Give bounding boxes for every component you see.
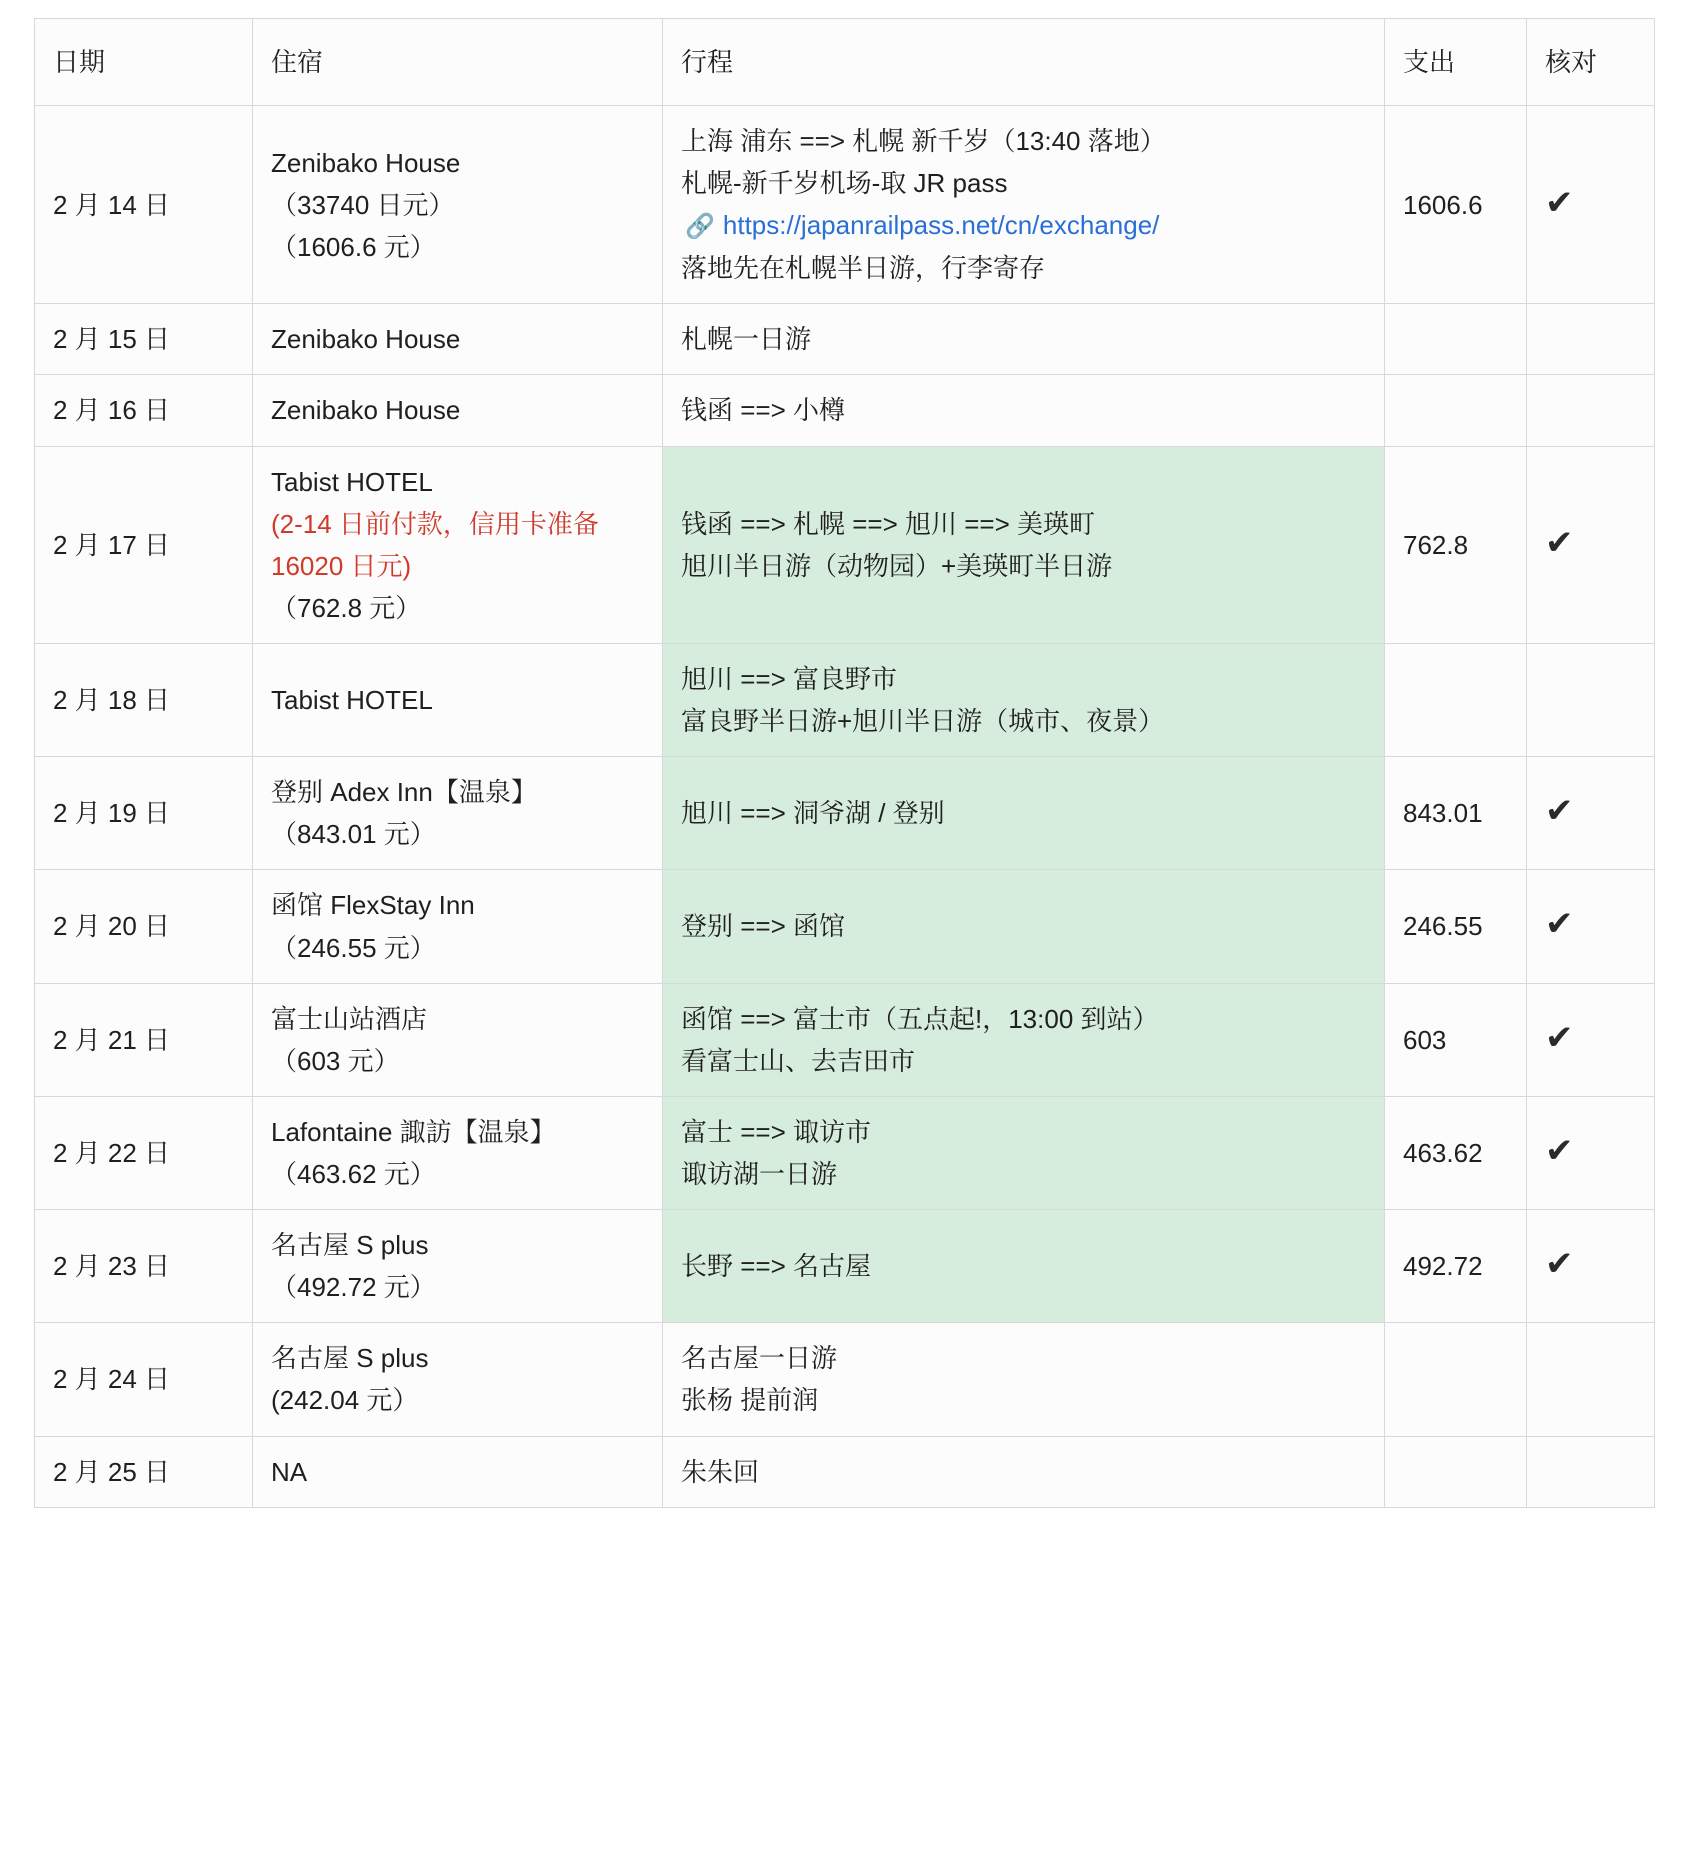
itinerary-line: 札幌-新千岁机场-取 JR pass [681,168,1008,199]
itinerary-line: 钱函 ==> 札幌 ==> 旭川 ==> 美瑛町 [681,508,1095,539]
cell-date: 2 月 21 日 [35,983,253,1096]
check-icon: ✔ [1545,522,1574,563]
accommodation-line: 名古屋 S plus [271,1343,429,1374]
cell-verified [1527,1096,1655,1209]
cell-accommodation [253,1323,663,1436]
table-body [35,106,1655,1508]
table-row [35,304,1655,375]
itinerary-line: 张杨 提前润 [681,1385,819,1416]
check-icon: ✔ [1545,791,1574,832]
itinerary-line: 旭川 ==> 富良野市 [681,663,897,694]
cell-itinerary [663,106,1385,304]
itinerary-line: 旭川 ==> 洞爷湖 / 登别 [681,798,945,829]
cell-date: 2 月 16 日 [35,375,253,446]
cell-itinerary [663,1436,1385,1507]
table-row [35,1436,1655,1507]
itinerary-line: 名古屋一日游 [681,1343,838,1374]
accommodation-line: （843.01 元） [271,819,436,850]
cell-date: 2 月 14 日 [35,106,253,304]
table-row [35,870,1655,983]
column-header-verified: 核对 [1527,19,1655,106]
itinerary-line: 登别 ==> 函馆 [681,911,845,942]
check-icon: ✔ [1545,904,1574,945]
cell-accommodation [253,1210,663,1323]
cell-accommodation [253,1436,663,1507]
itinerary-line: 诹访湖一日游 [681,1158,838,1189]
itinerary-line: 札幌一日游 [681,324,812,355]
cell-expense [1385,643,1527,756]
cell-itinerary [663,375,1385,446]
cell-date: 2 月 22 日 [35,1096,253,1209]
header-row [35,19,1655,106]
accommodation-line: （762.8 元） [271,592,422,623]
accommodation-line: Zenibako House [271,324,461,355]
cell-verified [1527,1210,1655,1323]
cell-expense [1385,1436,1527,1507]
accommodation-line: 函馆 FlexStay Inn [271,890,475,921]
check-icon: ✔ [1545,182,1574,223]
cell-accommodation [253,446,663,643]
accommodation-line: 富士山站酒店 [271,1003,428,1034]
cell-date: 2 月 24 日 [35,1323,253,1436]
cell-itinerary [663,1096,1385,1209]
cell-verified [1527,446,1655,643]
itinerary-line: 长野 ==> 名古屋 [681,1251,871,1282]
table-row [35,643,1655,756]
cell-itinerary [663,1210,1385,1323]
cell-expense [1385,304,1527,375]
cell-accommodation [253,643,663,756]
cell-expense: 463.62 [1385,1096,1527,1209]
accommodation-line: （246.55 元） [271,932,436,963]
cell-expense [1385,1323,1527,1436]
cell-expense [1385,375,1527,446]
cell-verified [1527,304,1655,375]
table-row [35,106,1655,304]
accommodation-line: （603 元） [271,1045,400,1076]
itinerary-line: 函馆 ==> 富士市（五点起!，13:00 到站） [681,1003,1159,1034]
accommodation-line: (242.04 元） [271,1385,419,1416]
accommodation-line: Zenibako House [271,395,461,426]
jr-pass-exchange-link[interactable]: https://japanrailpass.net/cn/exchange/ [722,210,1160,241]
check-icon: ✔ [1545,1244,1574,1285]
itinerary-line: 上海 浦东 ==> 札幌 新千岁（13:40 落地） [681,126,1166,157]
table-row [35,375,1655,446]
itinerary-line: 看富士山、去吉田市 [681,1045,916,1076]
cell-date: 2 月 17 日 [35,446,253,643]
itinerary-link-row [681,204,1366,247]
accommodation-line: （463.62 元） [271,1158,436,1189]
cell-date: 2 月 19 日 [35,757,253,870]
cell-accommodation [253,983,663,1096]
column-header-accommodation: 住宿 [253,19,663,106]
cell-verified [1527,870,1655,983]
accommodation-line: （492.72 元） [271,1272,436,1303]
cell-accommodation [253,870,663,983]
table-row [35,1323,1655,1436]
table-row [35,757,1655,870]
itinerary-line: 富良野半日游+旭川半日游（城市、夜景） [681,706,1165,737]
accommodation-line: 名古屋 S plus [271,1230,429,1261]
cell-verified [1527,375,1655,446]
table-row [35,1096,1655,1209]
cell-expense: 762.8 [1385,446,1527,643]
table-header [35,19,1655,106]
accommodation-line: NA [271,1456,308,1487]
cell-accommodation [253,757,663,870]
cell-itinerary [663,643,1385,756]
cell-verified [1527,1323,1655,1436]
itinerary-table [34,18,1655,1508]
cell-verified [1527,1436,1655,1507]
cell-expense: 492.72 [1385,1210,1527,1323]
cell-verified [1527,106,1655,304]
cell-accommodation [253,375,663,446]
cell-itinerary [663,983,1385,1096]
cell-expense: 843.01 [1385,757,1527,870]
cell-verified [1527,643,1655,756]
itinerary-line: 旭川半日游（动物园）+美瑛町半日游 [681,550,1113,581]
cell-accommodation [253,1096,663,1209]
cell-expense: 246.55 [1385,870,1527,983]
accommodation-line: （33740 日元） [271,189,455,220]
check-icon: ✔ [1545,1130,1574,1171]
link-icon: 🔗 [685,213,715,241]
cell-expense: 1606.6 [1385,106,1527,304]
cell-accommodation [253,304,663,375]
itinerary-line: 落地先在札幌半日游，行李寄存 [681,253,1046,284]
cell-itinerary [663,304,1385,375]
cell-date: 2 月 23 日 [35,1210,253,1323]
cell-expense: 603 [1385,983,1527,1096]
cell-date: 2 月 15 日 [35,304,253,375]
accommodation-line: Tabist HOTEL [271,685,433,716]
check-icon: ✔ [1545,1017,1574,1058]
itinerary-line: 钱函 ==> 小樽 [681,395,845,426]
cell-date: 2 月 20 日 [35,870,253,983]
cell-date: 2 月 25 日 [35,1436,253,1507]
cell-itinerary [663,1323,1385,1436]
accommodation-line: 登别 Adex Inn【温泉】 [271,777,537,808]
cell-accommodation [253,106,663,304]
itinerary-line: 朱朱回 [681,1456,760,1487]
itinerary-line: 富士 ==> 诹访市 [681,1116,871,1147]
cell-itinerary [663,446,1385,643]
cell-itinerary [663,870,1385,983]
accommodation-line: （1606.6 元） [271,231,436,262]
table-row [35,446,1655,643]
accommodation-line: Lafontaine 諏訪【温泉】 [271,1116,556,1147]
table-row [35,1210,1655,1323]
column-header-itinerary: 行程 [663,19,1385,106]
cell-itinerary [663,757,1385,870]
column-header-date: 日期 [35,19,253,106]
column-header-expense: 支出 [1385,19,1527,106]
cell-verified [1527,757,1655,870]
accommodation-line: Zenibako House [271,147,461,178]
cell-date: 2 月 18 日 [35,643,253,756]
cell-verified [1527,983,1655,1096]
table-row [35,983,1655,1096]
accommodation-note: (2-14 日前付款，信用卡准备 16020 日元) [271,508,599,581]
accommodation-line: Tabist HOTEL [271,466,433,497]
